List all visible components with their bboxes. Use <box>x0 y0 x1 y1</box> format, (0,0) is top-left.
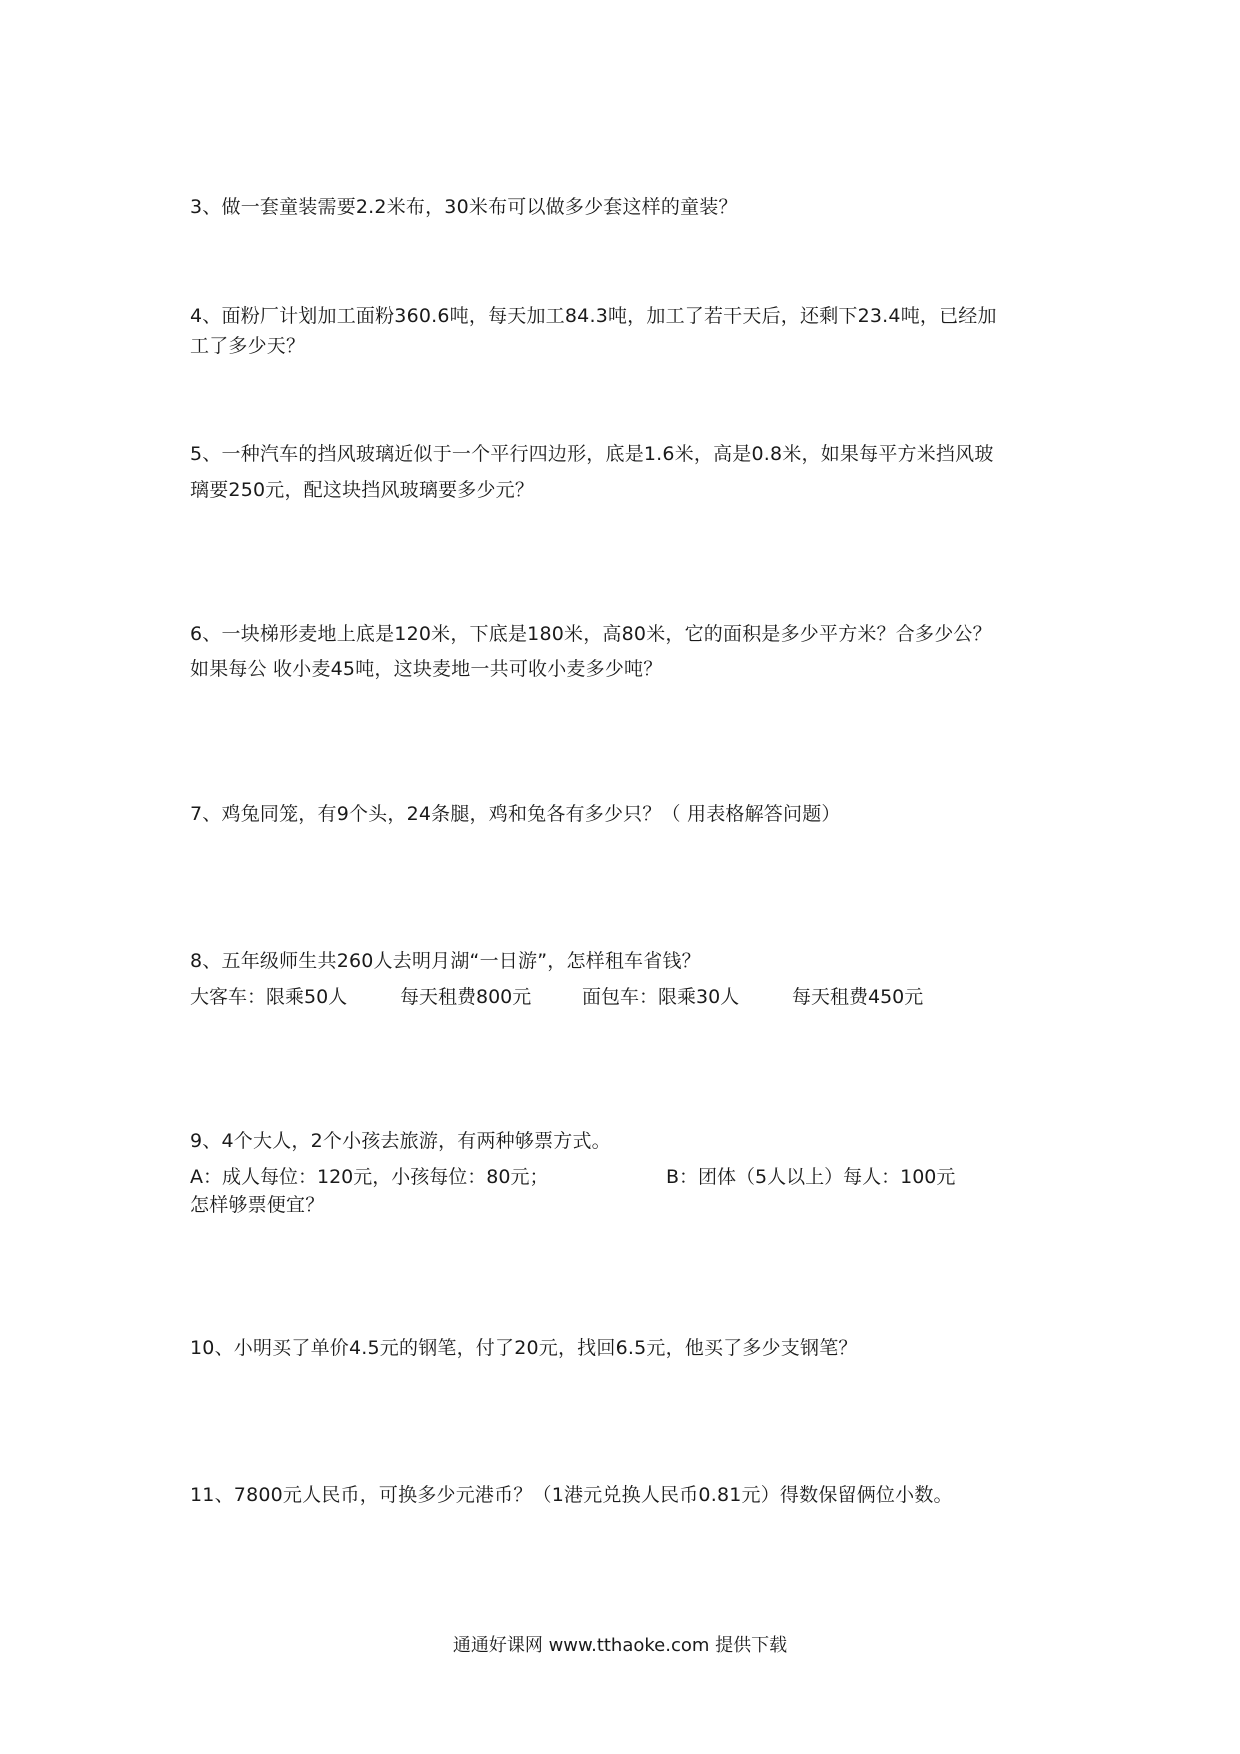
question-9-option-a: A：成人每位：120元，小孩每位：80元； <box>190 1166 549 1188</box>
question-4-line-2: 工了多少天？ <box>190 335 306 357</box>
question-9-line-1: 9、4个大人，2个小孩去旅游，有两种够票方式。 <box>190 1130 611 1152</box>
question-4-line-1: 4、面粉厂计划加工面粉360.6吨，每天加工84.3吨，加工了若干天后，还剩下23.4吨，已经加 <box>190 305 997 327</box>
question-8-line-1: 8、五年级师生共260人去明月湖“一日游”，怎样租车省钱？ <box>190 950 701 972</box>
question-7-line-1: 7、鸡兔同笼，有9个头，24条腿，鸡和兔各有多少只？（ 用表格解答问题） <box>190 803 841 825</box>
question-5-line-2: 璃要250元，配这块挡风玻璃要多少元？ <box>190 479 535 501</box>
question-10-line-1: 10、小明买了单价4.5元的钢笔，付了20元，找回6.5元，他买了多少支钢笔？ <box>190 1337 858 1359</box>
question-8-van-capacity: 面包车：限乘30人 <box>582 986 740 1008</box>
footer-download-note: 通通好课网 www.tthaoke.com 提供下载 <box>452 1635 788 1656</box>
question-9-line-3: 怎样够票便宜？ <box>190 1194 325 1216</box>
question-3-line-1: 3、做一套童装需要2.2米布，30米布可以做多少套这样的童装？ <box>190 196 738 218</box>
question-6-line-2: 如果每公 收小麦45吨，这块麦地一共可收小麦多少吨？ <box>190 658 663 680</box>
question-6-line-1: 6、一块梯形麦地上底是120米，下底是180米，高80米，它的面积是多少平方米？合多少公？ <box>190 623 992 645</box>
question-9-option-b: B：团体（5人以上）每人：100元 <box>666 1166 956 1188</box>
question-11-line-1: 11、7800元人民币，可换多少元港币？（1港元兑换人民币0.81元）得数保留俩位小数。 <box>190 1484 953 1506</box>
question-8-bus-fee: 每天租费800元 <box>400 986 532 1008</box>
question-8-bus-capacity: 大客车：限乘50人 <box>190 986 348 1008</box>
question-5-line-1: 5、一种汽车的挡风玻璃近似于一个平行四边形，底是1.6米，高是0.8米，如果每平方米挡风玻 <box>190 443 994 465</box>
question-8-van-fee: 每天租费450元 <box>792 986 924 1008</box>
